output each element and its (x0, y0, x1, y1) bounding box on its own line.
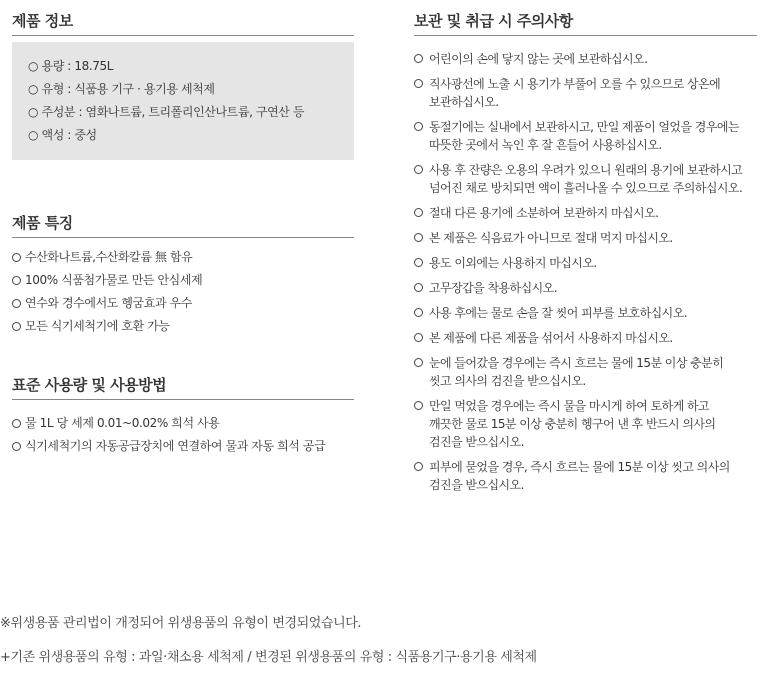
caution-heading: 보관 및 취급 시 주의사항 (414, 0, 757, 36)
circle-bullet-icon (414, 358, 423, 367)
circle-bullet-icon (414, 54, 423, 63)
usage-heading: 표준 사용량 및 사용방법 (12, 364, 354, 400)
circle-bullet-icon (12, 419, 21, 428)
circle-bullet-icon (414, 79, 423, 88)
list-item: 피부에 묻었을 경우, 즉시 흐르는 물에 15분 이상 씻고 의사의 검진을 받으십시오. (414, 458, 757, 494)
list-item: 물 1L 당 세제 0.01~0.02% 희석 사용 (12, 412, 354, 435)
list-item: 사용 후 잔량은 오용의 우려가 있으니 원래의 용기에 보관하시고 넘어진 채로 방치되면 액이 흘러나올 수 있으므로 주의하십시오. (414, 161, 757, 197)
circle-bullet-icon (414, 462, 423, 471)
circle-bullet-icon (12, 442, 21, 451)
list-item: 모든 식기세척기에 호환 가능 (12, 315, 354, 338)
footnote-type-change: +기존 위생용품의 유형 : 과일·채소용 세척제 / 변경된 위생용품의 유형 : 식품용기구·용기용 세척제 (0, 650, 537, 665)
list-item: 절대 다른 용기에 소분하여 보관하지 마십시오. (414, 204, 757, 222)
product-info-item: ○ 액성 : 중성 (28, 128, 97, 142)
circle-bullet-icon (414, 208, 423, 217)
features-heading: 제품 특징 (12, 202, 354, 238)
list-item: 용도 이외에는 사용하지 마십시오. (414, 254, 757, 272)
circle-bullet-icon (414, 283, 423, 292)
circle-bullet-icon (414, 122, 423, 131)
product-info-heading: 제품 정보 (12, 0, 354, 36)
list-item: 고무장갑을 착용하십시오. (414, 279, 757, 297)
list-item: 수산화나트륨,수산화칼륨 無 함유 (12, 246, 354, 269)
circle-bullet-icon (414, 258, 423, 267)
right-column (414, 0, 757, 501)
circle-bullet-icon (12, 299, 21, 308)
product-info-item: ○ 주성분 : 염화나트륨, 트리폴리인산나트륨, 구연산 등 (28, 105, 305, 119)
circle-bullet-icon (414, 308, 423, 317)
circle-bullet-icon (12, 322, 21, 331)
left-column (12, 0, 354, 458)
list-item: 연수와 경수에서도 헹굼효과 우수 (12, 292, 354, 315)
usage-list (12, 412, 354, 458)
circle-bullet-icon (414, 233, 423, 242)
product-info-item: ○ 용량 : 18.75L (28, 59, 113, 73)
circle-bullet-icon (414, 165, 423, 174)
list-item: 본 제품에 다른 제품을 섞어서 사용하지 마십시오. (414, 329, 757, 347)
list-item: 사용 후에는 물로 손을 잘 씻어 피부를 보호하십시오. (414, 304, 757, 322)
list-item: 동절기에는 실내에서 보관하시고, 만일 제품이 얼었을 경우에는 따뜻한 곳에서 녹인 후 잘 흔들어 사용하십시오. (414, 118, 757, 154)
list-item: 본 제품은 식음료가 아니므로 절대 먹지 마십시오. (414, 229, 757, 247)
product-info-item: ○ 유형 : 식품용 기구 · 용기용 세척제 (28, 82, 215, 96)
list-item: 식기세척기의 자동공급장치에 연결하여 물과 자동 희석 공급 (12, 435, 354, 458)
features-list (12, 246, 354, 338)
caution-list (414, 50, 757, 494)
list-item: 만일 먹었을 경우에는 즉시 물을 마시게 하여 토하게 하고 깨끗한 물로 15분 이상 충분히 헹구어 낸 후 반드시 의사의 검진을 받으십시오. (414, 397, 757, 451)
list-item: 어린이의 손에 닿지 않는 곳에 보관하십시오. (414, 50, 757, 68)
circle-bullet-icon (12, 253, 21, 262)
list-item: 직사광선에 노출 시 용기가 부풀어 오를 수 있으므로 상온에 보관하십시오. (414, 75, 757, 111)
list-item: 눈에 들어갔을 경우에는 즉시 흐르는 물에 15분 이상 충분히 씻고 의사의 검진을 받으십시오. (414, 354, 757, 390)
list-item: 100% 식품첨가물로 만든 안심세제 (12, 269, 354, 292)
footnote-regulation: ※위생용품 관리법이 개정되어 위생용품의 유형이 변경되었습니다. (0, 616, 362, 631)
circle-bullet-icon (414, 401, 423, 410)
product-info-box (12, 42, 354, 160)
circle-bullet-icon (12, 276, 21, 285)
circle-bullet-icon (414, 333, 423, 342)
